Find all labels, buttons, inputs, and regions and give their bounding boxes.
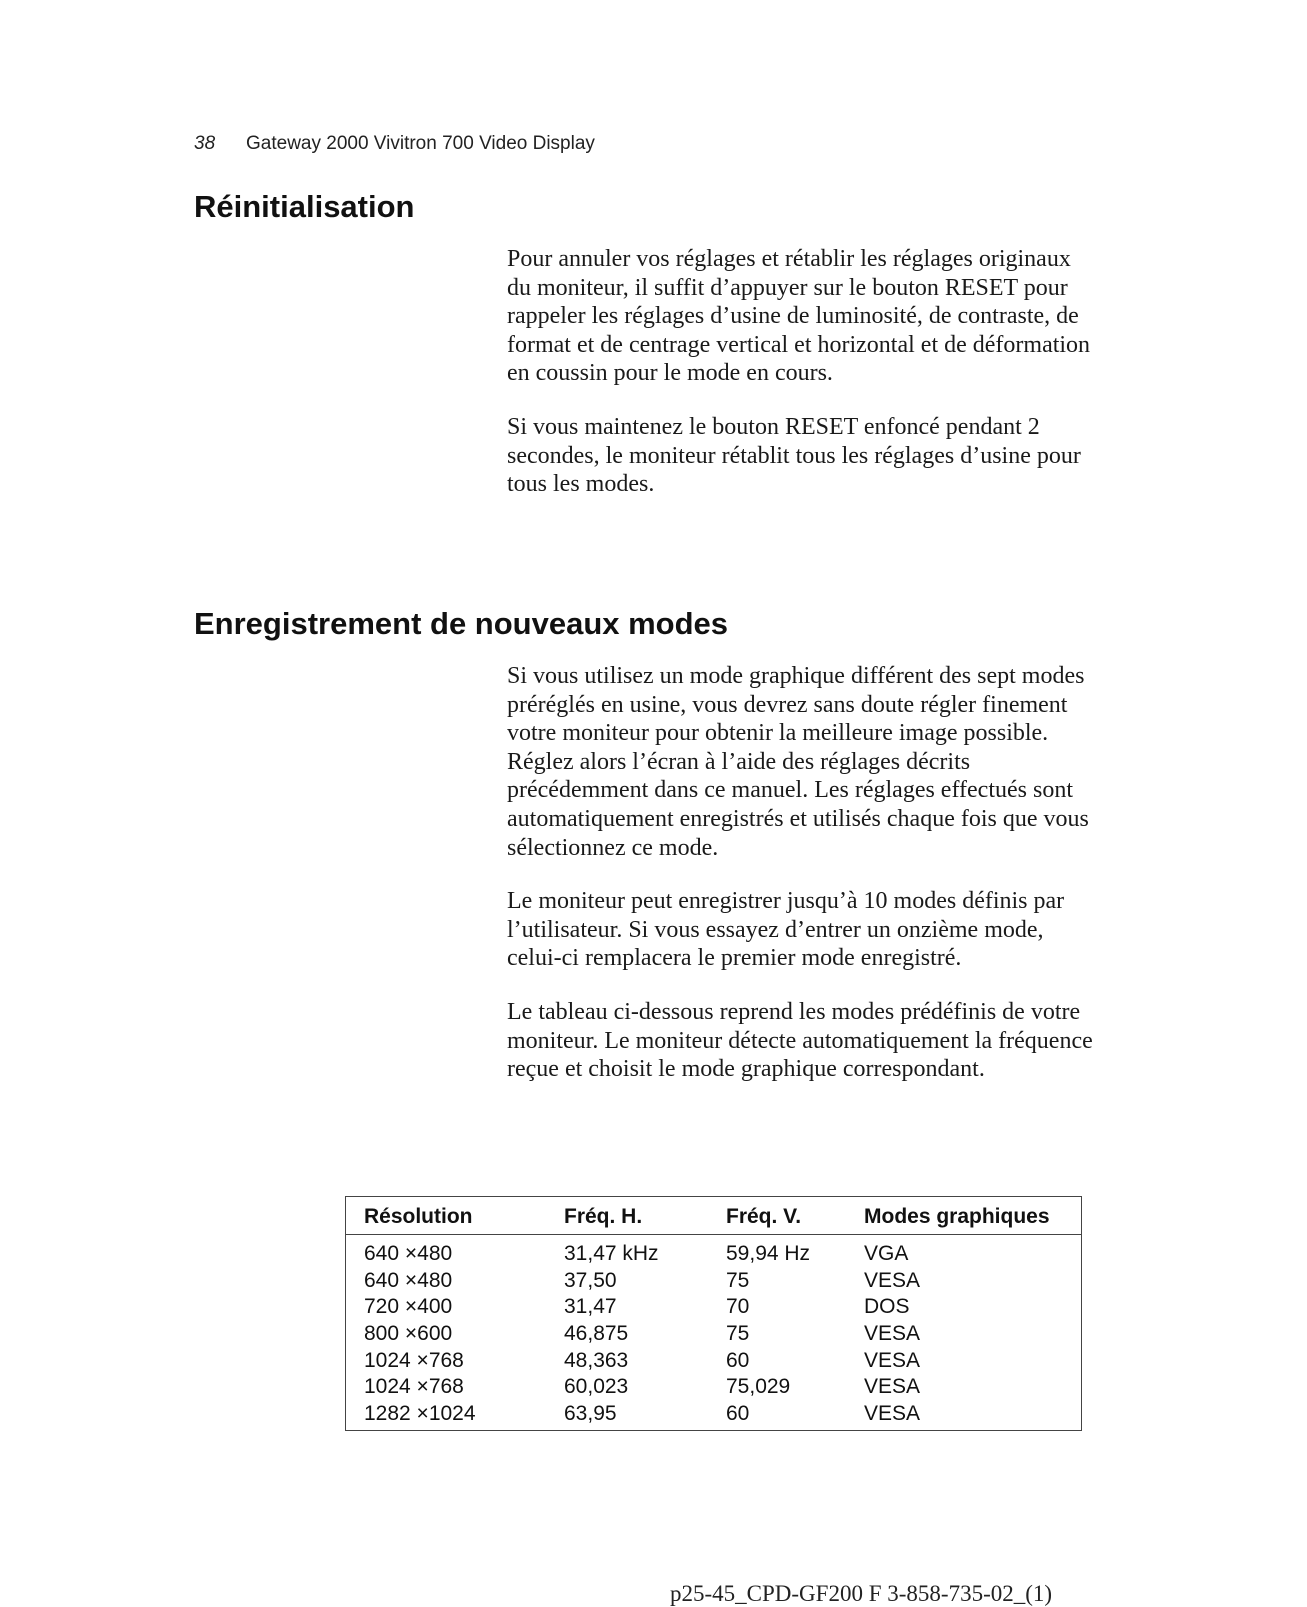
cell-resolution: 1024 ×768 (364, 1375, 464, 1399)
cell-freq-h: 37,50 (564, 1268, 617, 1292)
section-body-reinitialisation (507, 245, 1097, 524)
cell-mode: VESA (864, 1375, 921, 1399)
cell-freq-h: 46,875 (564, 1322, 629, 1346)
cell-resolution: 1024 ×768 (364, 1348, 464, 1372)
column-header-freq-h: Fréq. H. (564, 1205, 643, 1228)
cell-resolution: 720 ×400 (364, 1295, 453, 1319)
cell-freq-v: 60 (726, 1348, 750, 1372)
cell-freq-h: 31,47 kHz (564, 1242, 659, 1265)
cell-freq-v: 60 (726, 1402, 750, 1426)
paragraph: Si vous maintenez le bouton RESET enfoncé pendant 2 secondes, le moniteur rétablit tous les réglages d’usine pour tous les modes. (507, 413, 1081, 498)
table-row (346, 1349, 1081, 1376)
table-row (346, 1402, 1081, 1429)
preset-modes-table (345, 1196, 1082, 1431)
table-body (346, 1235, 1081, 1429)
section-heading-reinitialisation: Réinitialisation (194, 189, 415, 224)
cell-freq-v: 70 (726, 1295, 750, 1319)
page-number: 38 (194, 133, 216, 154)
cell-resolution: 640 ×480 (364, 1242, 453, 1265)
table-row (346, 1269, 1081, 1296)
cell-resolution: 640 ×480 (364, 1268, 453, 1292)
column-header-freq-v: Fréq. V. (726, 1205, 802, 1228)
cell-freq-h: 48,363 (564, 1348, 629, 1372)
paragraph: Le tableau ci-dessous reprend les modes prédéfinis de votre moniteur. Le moniteur détecte automatiquement la fréquence reçue et choisit le mode graphique correspondant. (507, 998, 1093, 1083)
cell-resolution: 1282 ×1024 (364, 1402, 476, 1426)
table-row (346, 1375, 1081, 1402)
table-row (346, 1242, 1081, 1269)
cell-mode: VESA (864, 1322, 921, 1346)
section-body-enregistrement (507, 662, 1097, 1109)
cell-freq-v: 75 (726, 1268, 750, 1292)
running-header (194, 133, 595, 155)
table-row (346, 1322, 1081, 1349)
table-row (346, 1295, 1081, 1322)
cell-mode: VESA (864, 1348, 921, 1372)
cell-freq-v: 75 (726, 1322, 750, 1346)
column-header-modes: Modes graphiques (864, 1205, 1050, 1228)
cell-freq-h: 63,95 (564, 1402, 617, 1426)
cell-freq-v: 75,029 (726, 1375, 791, 1399)
column-header-resolution: Résolution (364, 1205, 473, 1228)
cell-freq-h: 31,47 (564, 1295, 617, 1319)
paragraph: Si vous utilisez un mode graphique différent des sept modes préréglés en usine, vous devrez sans doute régler finement votre moniteur pour obtenir la meilleure image possible. Réglez alors l’écran à l’aide des réglages décrits précédemment dans ce manuel. Les réglages effectués sont automatiquement enregistrés et utilisés chaque fois que vous sélectionnez ce mode. (507, 663, 1089, 861)
cell-freq-h: 60,023 (564, 1375, 629, 1399)
section-heading-enregistrement: Enregistrement de nouveaux modes (194, 606, 729, 641)
cell-mode: VESA (864, 1268, 921, 1292)
running-title: Gateway 2000 Vivitron 700 Video Display (246, 133, 595, 154)
print-footer: p25-45_CPD-GF200 F 3-858-735-02_(1) (670, 1581, 1053, 1606)
cell-mode: VESA (864, 1402, 921, 1426)
cell-mode: DOS (864, 1295, 910, 1319)
paragraph: Le moniteur peut enregistrer jusqu’à 10 modes définis par l’utilisateur. Si vous essayez d’entrer un onzième mode, celui-ci remplacera le premier mode enregistré. (507, 888, 1065, 972)
paragraph: Pour annuler vos réglages et rétablir les réglages originaux du moniteur, il suffit d’appuyer sur le bouton RESET pour rappeler les réglages d’usine de luminosité, de contraste, de format et de centrage vertical et horizontal et de déformation en coussin pour le mode en cours. (507, 246, 1091, 387)
cell-mode: VGA (864, 1242, 909, 1265)
cell-resolution: 800 ×600 (364, 1322, 453, 1346)
cell-freq-v: 59,94 Hz (726, 1242, 811, 1265)
table-header-row (346, 1197, 1081, 1235)
